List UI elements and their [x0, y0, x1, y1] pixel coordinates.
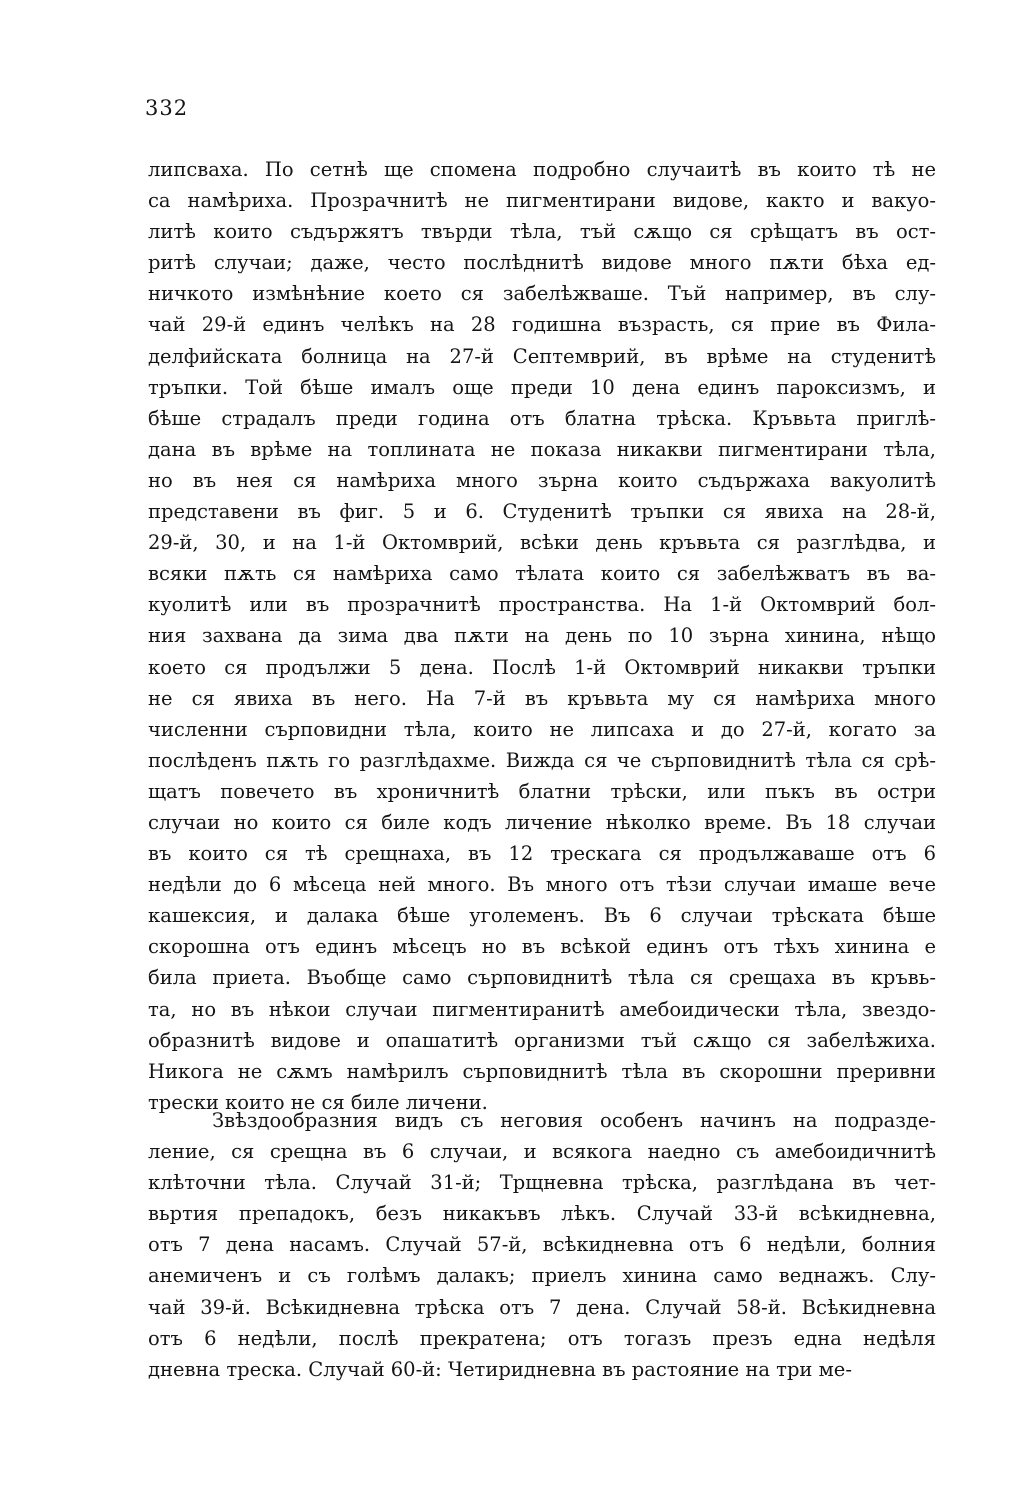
text-line: ния захвана да зима два пѫти на день по 10 зърна хинина, нѣщо — [148, 624, 936, 648]
paragraph-1 — [148, 154, 936, 1118]
text-line: не ся явиха въ него. На 7-й въ кръвьта му ся намѣриха много — [148, 686, 936, 710]
text-line: чай 29-й единъ челѣкъ на 28 годишна възрасть, ся прие въ Фила- — [148, 313, 936, 337]
text-line: въ които ся тѣ срещнаха, въ 12 трескага ся продължаваше отъ 6 — [148, 842, 936, 866]
text-line: случаи но които ся биле кодъ личение нѣколко време. Въ 18 случаи — [148, 810, 936, 834]
text-line: ление, ся срещна въ 6 случаи, и всякога наедно съ амебоидичнитѣ — [148, 1140, 936, 1164]
text-line: тръпки. Той бѣше ималъ още преди 10 дена единъ пароксизмъ, и — [148, 375, 936, 399]
paragraph-2 — [148, 1105, 936, 1385]
text-line: куолитѣ или въ прозрачнитѣ пространства. На 1-й Октомврий бол- — [148, 593, 936, 617]
text-line: била приета. Въобще само сърповиднитѣ тѣла ся срещаха въ кръвь- — [148, 966, 936, 990]
text-line: делфийската болница на 27-й Септемврий, въ врѣме на студенитѣ — [148, 344, 936, 368]
text-line: Никога не сѫмъ намѣрилъ сърповиднитѣ тѣла въ скорошни преривни — [148, 1059, 936, 1083]
text-line: отъ 7 дена насамъ. Случай 57-й, всѣкидневна отъ 6 недѣли, болния — [148, 1233, 936, 1257]
text-line: послѣденъ пѫть го разглѣдахме. Вижда ся че сърповиднитѣ тѣла ся срѣ- — [148, 748, 936, 772]
text-line: анемиченъ и съ голѣмъ далакъ; приелъ хинина само веднажъ. Слу- — [148, 1264, 936, 1288]
text-line: отъ 6 недѣли, послѣ прекратена; отъ тогазъ презъ една недѣля — [148, 1326, 936, 1350]
text-line: образнитѣ видове и опашатитѣ организми тъй сѫщо ся забелѣжиха. — [148, 1028, 936, 1052]
text-line: скорошна отъ единъ мѣсецъ но въ всѣкой единъ отъ тѣхъ хинина е — [148, 935, 936, 959]
text-line: щатъ повечето въ хроничнитѣ блатни трѣски, или пъкъ въ остри — [148, 779, 936, 803]
text-line: представени въ фиг. 5 и 6. Студенитѣ тръпки ся явиха на 28-й, — [148, 500, 936, 524]
text-line: дана въ врѣме на топлината не показа никакви пигментирани тѣла, — [148, 437, 936, 461]
text-line: 29-й, 30, и на 1-й Октомврий, всѣки день кръвьта ся разглѣдва, и — [148, 531, 936, 555]
text-line: литѣ които съдържятъ твърди тѣла, тъй сѫщо ся срѣщатъ въ ост- — [148, 220, 936, 244]
text-line: недѣли до 6 мѣсеца ней много. Въ много отъ тѣзи случаи имаше вече — [148, 873, 936, 897]
text-line: са намѣриха. Прозрачнитѣ не пигментирани видове, както и вакуо- — [148, 189, 936, 213]
text-line: кашексия, и далака бѣше уголеменъ. Въ 6 случаи трѣската бѣше — [148, 904, 936, 928]
text-line: бѣше страдалъ преди година отъ блатна трѣска. Кръвьта приглѣ- — [148, 406, 936, 430]
text-line: ничкото измѣнѣние което ся забелѣжваше. Тъй например, въ слу- — [148, 282, 936, 306]
text-line: ритѣ случаи; даже, често послѣднитѣ видове много пѫти бѣха ед- — [148, 251, 936, 275]
text-line: трески които не ся биле личени. — [148, 1090, 488, 1114]
page-number: 332 — [145, 96, 189, 120]
text-line: чай 39-й. Всѣкидневна трѣска отъ 7 дена. Случай 58-й. Всѣкидневна — [148, 1295, 936, 1319]
text-line: но въ нея ся намѣриха много зърна които съдържаха вакуолитѣ — [148, 468, 936, 492]
text-line: всяки пѫть ся намѣриха само тѣлата които ся забелѣжватъ въ ва- — [148, 562, 936, 586]
text-line: та, но въ нѣкои случаи пигментиранитѣ амебоидически тѣла, звездо- — [148, 997, 936, 1021]
text-line: дневна треска. Случай 60-й: Четиридневна въ растояние на три ме- — [148, 1357, 852, 1381]
text-line: численни сърповидни тѣла, които не липсаха и до 27-й, когато за — [148, 717, 936, 741]
text-line: Звѣздообразния видъ съ неговия особенъ начинъ на подразде- — [212, 1109, 936, 1132]
text-line: което ся продължи 5 дена. Послѣ 1-й Октомврий никакви тръпки — [148, 655, 936, 679]
text-line: вьртия препадокъ, безъ никакъвъ лѣкъ. Случай 33-й всѣкидневна, — [148, 1202, 936, 1226]
text-line: клѣточни тѣла. Случай 31-й; Трщневна трѣска, разглѣдана въ чет- — [148, 1171, 936, 1195]
text-line: липсваха. По сетнѣ ще спомена подробно случаитѣ въ които тѣ не — [148, 158, 936, 181]
